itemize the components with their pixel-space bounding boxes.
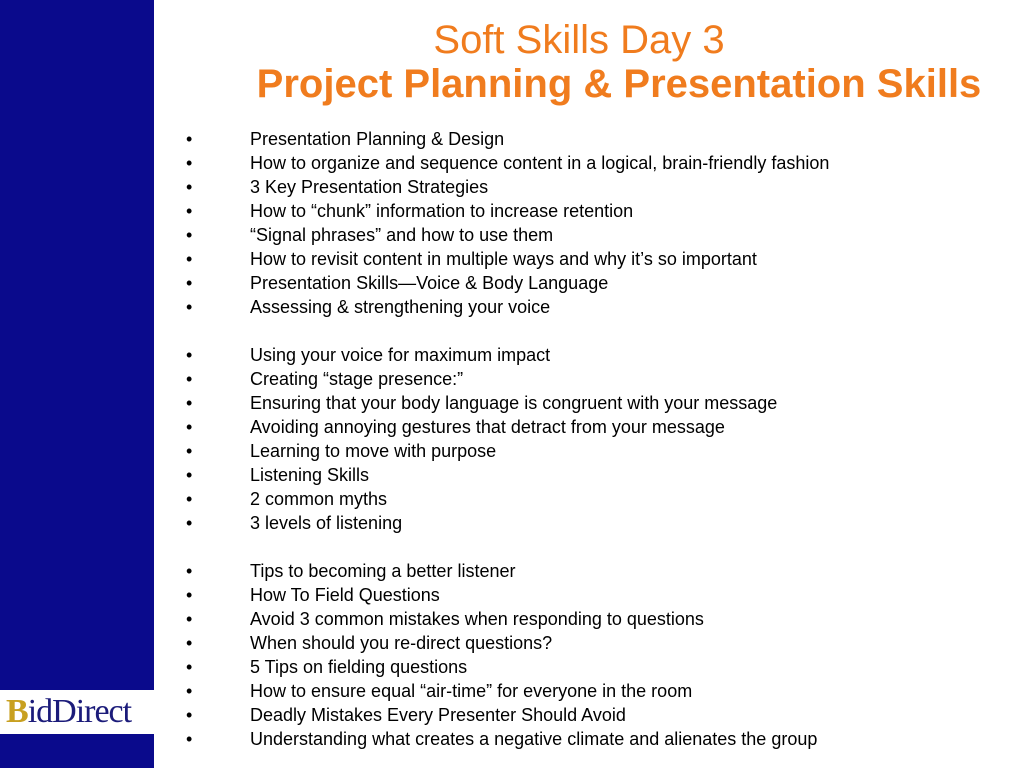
- bullet-dot-icon: •: [186, 297, 193, 317]
- slide-title: [154, 18, 1024, 106]
- sidebar-band: [0, 0, 154, 768]
- bullet-text: Using your voice for maximum impact: [250, 345, 551, 365]
- bullet-item: [186, 391, 829, 415]
- bullet-dot-icon: •: [186, 513, 193, 533]
- logo-text: BidDirect: [6, 693, 132, 730]
- bullet-text: Presentation Skills—Voice & Body Language: [250, 273, 609, 293]
- title-line-1: Soft Skills Day 3: [433, 18, 725, 62]
- bullet-dot-icon: •: [186, 225, 193, 245]
- bullet-dot-icon: •: [186, 561, 193, 581]
- bullet-text: Avoid 3 common mistakes when responding to questions: [250, 609, 704, 629]
- bullet-item: [186, 439, 829, 463]
- bullet-dot-icon: •: [186, 393, 193, 413]
- bullet-text: How to organize and sequence content in a logical, brain-friendly fashion: [250, 153, 830, 173]
- bullet-text: When should you re-direct questions?: [250, 633, 553, 653]
- bullet-item: [186, 559, 829, 583]
- bullet-item: [186, 415, 829, 439]
- bullet-text: How to “chunk” information to increase retention: [250, 201, 634, 221]
- bullet-item: [186, 295, 829, 319]
- bullet-item: [186, 511, 829, 535]
- bullet-item: [186, 127, 829, 151]
- bullet-text: Creating “stage presence:”: [250, 369, 464, 389]
- bullet-dot-icon: •: [186, 201, 193, 221]
- bullet-dot-icon: •: [186, 729, 193, 749]
- bullet-item: [186, 199, 829, 223]
- bullet-dot-icon: •: [186, 129, 193, 149]
- bullet-item: [186, 271, 829, 295]
- bullet-dot-icon: •: [186, 633, 193, 653]
- bullet-text: 5 Tips on fielding questions: [250, 657, 468, 677]
- bullet-list: [186, 127, 829, 751]
- bullet-dot-icon: •: [186, 657, 193, 677]
- bullet-text: Avoiding annoying gestures that detract from your message: [250, 417, 725, 437]
- bullet-text: 2 common myths: [250, 489, 388, 509]
- bullet-dot-icon: •: [186, 489, 193, 509]
- bullet-text: Deadly Mistakes Every Presenter Should Avoid: [250, 705, 626, 725]
- bullet-text: Ensuring that your body language is congruent with your message: [250, 393, 778, 413]
- bullet-dot-icon: •: [186, 417, 193, 437]
- bullet-item: [186, 343, 829, 367]
- bullet-dot-icon: •: [186, 177, 193, 197]
- bullet-item: [186, 487, 829, 511]
- bullet-item: [186, 655, 829, 679]
- bullet-text: “Signal phrases” and how to use them: [250, 225, 554, 245]
- bullet-dot-icon: •: [186, 609, 193, 629]
- bullet-dot-icon: •: [186, 369, 193, 389]
- bullet-item: [186, 631, 829, 655]
- bullet-text: Assessing & strengthening your voice: [250, 297, 551, 317]
- bullet-text: Listening Skills: [250, 465, 370, 485]
- bullet-item: [186, 463, 829, 487]
- bullet-item: [186, 727, 829, 751]
- bullet-dot-icon: •: [186, 273, 193, 293]
- bullet-dot-icon: •: [186, 153, 193, 173]
- bullet-text: 3 Key Presentation Strategies: [250, 177, 489, 197]
- bullet-item: [186, 679, 829, 703]
- bullet-text: 3 levels of listening: [250, 513, 403, 533]
- bullet-item: [186, 151, 829, 175]
- bullet-dot-icon: •: [186, 681, 193, 701]
- bid-direct-logo: [0, 690, 154, 734]
- title-line-2: Project Planning & Presentation Skills: [256, 62, 982, 106]
- bullet-item: [186, 703, 829, 727]
- bullet-item: [186, 583, 829, 607]
- bullet-dot-icon: •: [186, 585, 193, 605]
- bullet-dot-icon: •: [186, 465, 193, 485]
- bullet-text: How to ensure equal “air-time” for everyone in the room: [250, 681, 693, 701]
- bullet-item: [186, 223, 829, 247]
- bullet-item: [186, 607, 829, 631]
- bullet-item: [186, 247, 829, 271]
- bullet-text: How to revisit content in multiple ways and why it’s so important: [250, 249, 757, 269]
- bullet-text: Tips to becoming a better listener: [250, 561, 516, 581]
- bullet-dot-icon: •: [186, 705, 193, 725]
- bullet-text: Understanding what creates a negative climate and alienates the group: [250, 729, 818, 749]
- bullet-dot-icon: •: [186, 249, 193, 269]
- bullet-dot-icon: •: [186, 441, 193, 461]
- bullet-dot-icon: •: [186, 345, 193, 365]
- bullet-text: How To Field Questions: [250, 585, 440, 605]
- bullet-item: [186, 175, 829, 199]
- bullet-text: Presentation Planning & Design: [250, 129, 505, 149]
- bullet-text: Learning to move with purpose: [250, 441, 497, 461]
- bullet-item: [186, 367, 829, 391]
